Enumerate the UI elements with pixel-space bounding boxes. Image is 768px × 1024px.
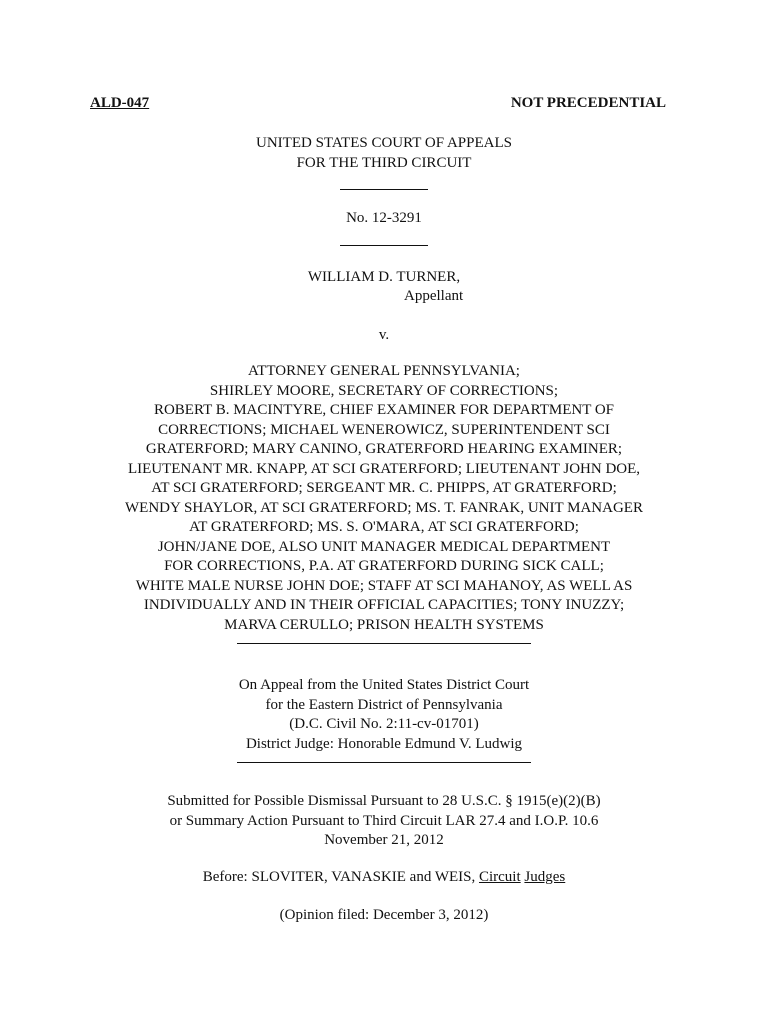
appellee-line: AT SCI GRATERFORD; SERGEANT MR. C. PHIPPS, AT GRATERFORD; bbox=[151, 480, 617, 496]
appeal-line-3: (D.C. Civil No. 2:11-cv-01701) bbox=[289, 716, 479, 732]
appellant-name: WILLIAM D. TURNER, bbox=[307, 269, 461, 285]
precedential-status: NOT PRECEDENTIAL bbox=[510, 95, 666, 111]
appeal-origin bbox=[0, 676, 768, 763]
panel-judges: Before: SLOVITER, VANASKIE and WEIS, bbox=[202, 869, 476, 885]
submission-date: November 21, 2012 bbox=[324, 832, 444, 848]
panel-title-circuit: Circuit bbox=[478, 869, 521, 885]
appeal-line-2: for the Eastern District of Pennsylvania bbox=[265, 696, 503, 713]
appellee-line: CORRECTIONS; MICHAEL WENEROWICZ, SUPERINTENDENT SCI bbox=[158, 421, 610, 438]
appellee-line: MARVA CERULLO; PRISON HEALTH SYSTEMS bbox=[224, 616, 544, 633]
appellee-line: FOR CORRECTIONS, P.A. AT GRATERFORD DURING SICK CALL; bbox=[164, 558, 604, 574]
appellee-line: LIEUTENANT MR. KNAPP, AT SCI GRATERFORD; LIEUTENANT JOHN DOE, bbox=[127, 460, 641, 477]
case-number: No. 12-3291 bbox=[346, 210, 422, 226]
appellee-line: SHIRLEY MOORE, SECRETARY OF CORRECTIONS; bbox=[209, 382, 559, 399]
submission-line-2: or Summary Action Pursuant to Third Circuit LAR 27.4 and I.O.P. 10.6 bbox=[169, 812, 599, 829]
appellee-line: ROBERT B. MACINTYRE, CHIEF EXAMINER FOR DEPARTMENT OF bbox=[153, 402, 615, 418]
appellee-line: WENDY SHAYLOR, AT SCI GRATERFORD; MS. T. FANRAK, UNIT MANAGER bbox=[125, 499, 643, 516]
appellees-list bbox=[0, 362, 768, 644]
appellee-line: ATTORNEY GENERAL PENNSYLVANIA; bbox=[248, 363, 520, 379]
case-number-block bbox=[0, 209, 768, 246]
panel-line bbox=[0, 868, 768, 888]
appellee-line: GRATERFORD; MARY CANINO, GRATERFORD HEARING EXAMINER; bbox=[145, 441, 623, 457]
separator-rule bbox=[237, 754, 531, 763]
appeal-line-1: On Appeal from the United States District Court bbox=[238, 677, 530, 693]
court-name-line-2: FOR THE THIRD CIRCUIT bbox=[296, 154, 472, 171]
submission-line-1: Submitted for Possible Dismissal Pursuant to 28 U.S.C. § 1915(e)(2)(B) bbox=[167, 793, 601, 809]
panel-title-judges: Judges bbox=[524, 869, 566, 885]
separator-rule bbox=[237, 635, 531, 644]
court-caption bbox=[0, 134, 768, 190]
appellee-line: WHITE MALE NURSE JOHN DOE; STAFF AT SCI MAHANOY, AS WELL AS bbox=[135, 577, 633, 594]
appellee-line: INDIVIDUALLY AND IN THEIR OFFICIAL CAPACITIES; TONY INUZZY; bbox=[143, 597, 625, 613]
court-name-line-1: UNITED STATES COURT OF APPEALS bbox=[256, 135, 512, 151]
appeal-line-4: District Judge: Honorable Edmund V. Ludwig bbox=[245, 735, 523, 752]
submission-info bbox=[0, 792, 768, 851]
separator-rule bbox=[340, 231, 428, 246]
separator-rule bbox=[340, 175, 428, 190]
docket-code: ALD-047 bbox=[90, 95, 150, 111]
appellee-line: AT GRATERFORD; MS. S. O'MARA, AT SCI GRATERFORD; bbox=[189, 519, 579, 535]
appellant-role: Appellant bbox=[404, 288, 464, 304]
appellee-line: JOHN/JANE DOE, ALSO UNIT MANAGER MEDICAL DEPARTMENT bbox=[157, 538, 611, 555]
opinion-filed-date: (Opinion filed: December 3, 2012) bbox=[279, 907, 489, 923]
versus-label: v. bbox=[378, 327, 390, 343]
